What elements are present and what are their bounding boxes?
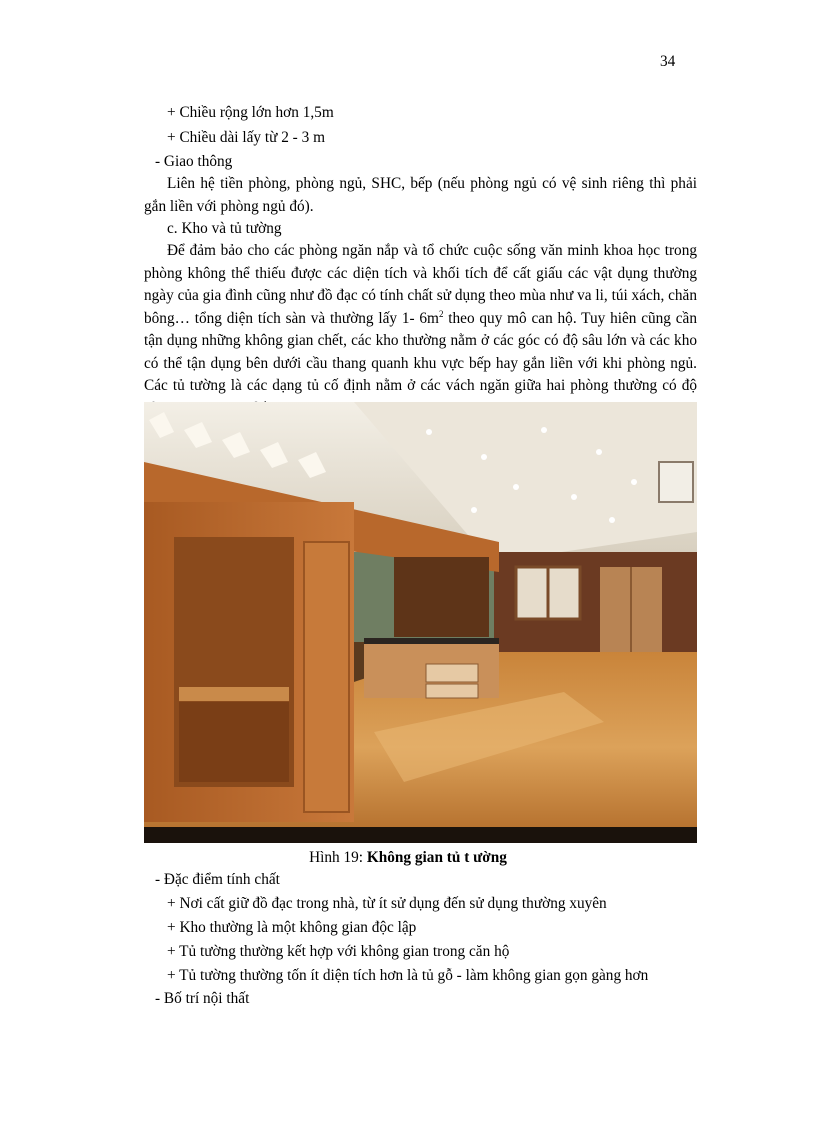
storage-paragraph-part-1: Để đảm bảo cho các phòng ngăn nắp và tổ chức cuộc sống văn minh khoa học trong phòng không thể thiếu được các diện tích và khối tích để cất giấu các vật dụng thường ngày của gia đình cũng như đồ đạc có tính chất sử dụng theo mùa như va li, túi xách, chăn bông… tổng diện tích sàn và thường lấy 1- 6m: [144, 242, 697, 327]
figure-caption-title: Không gian tủ t ường: [366, 849, 507, 866]
storage-paragraph: [144, 240, 697, 420]
interior-heading: - Bố trí nội thất: [155, 990, 250, 1007]
storage-heading: c. Kho và tủ tường: [167, 220, 282, 237]
interior-photo: [144, 402, 697, 843]
property-item-2: + Kho thường là một không gian độc lập: [167, 919, 417, 936]
storage-paragraph-superscript: 2: [438, 308, 444, 319]
storage-paragraph-part-2: theo quy mô can hộ. Tuy hiên cũng cần tận dụng những không gian chết, các kho thường nằm ở các góc có độ sâu lớn và các kho có thể tận dụng bên dưới cầu thang quanh khu vực bếp hay gắn liền với khi phòng ngủ. Các tủ tường là các dạng tủ cố định nằm ở các vách ngăn giữa hai phòng thường có độ: [144, 309, 697, 394]
properties-heading: - Đặc điểm tính chất: [155, 871, 280, 888]
width-item: + Chiều rộng lớn hơn 1,5m: [167, 104, 334, 121]
traffic-paragraph: Liên hệ tiền phòng, phòng ngủ, SHC, bếp (nếu phòng ngủ có vệ sinh riêng thì phải gắn liền với phòng ngủ đó).: [144, 175, 697, 215]
property-item-3: + Tủ tường thường kết hợp với không gian trong căn hộ: [167, 943, 510, 960]
length-item: + Chiều dài lấy từ 2 - 3 m: [167, 129, 325, 146]
traffic-heading: - Giao thông: [155, 153, 233, 170]
property-item-1: + Nơi cất giữ đồ đạc trong nhà, từ ít sử dụng đến sử dụng thường xuyên: [167, 895, 607, 912]
property-item-4: + Tủ tường thường tốn ít diện tích hơn là tủ gỗ - làm không gian gọn gàng hơn: [167, 967, 649, 984]
figure-caption-prefix: Hình 19:: [309, 849, 367, 866]
figure-caption: [0, 848, 816, 868]
page-number: 34: [660, 53, 676, 70]
